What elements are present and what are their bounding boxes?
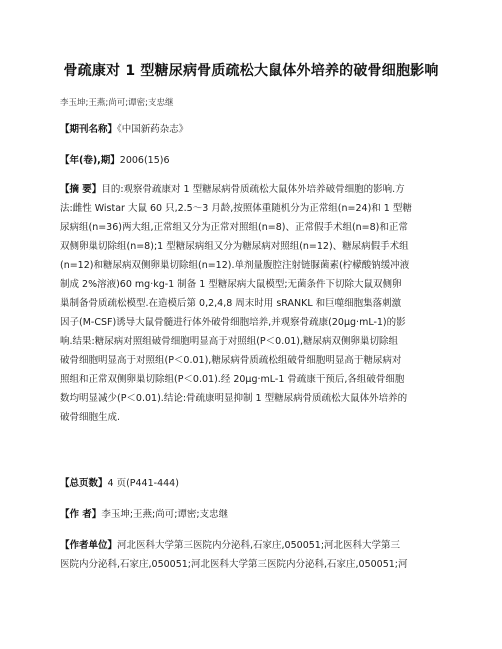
abstract-line: 因子(M-CSF)诱导大鼠骨髓进行体外破骨细胞培养,并观察骨疏康(20μg·mL-1)的影 <box>60 317 406 328</box>
abstract-line: 制成 2%溶液)60 mg·kg-1 制备 1 型糖尿病大鼠模型;无菌条件下切除大鼠双侧卵 <box>60 279 402 290</box>
abstract-line <box>60 180 446 199</box>
pages-value: 4 页(P441-444) <box>107 478 179 489</box>
abstract-label: 【摘 要】 <box>60 184 102 195</box>
abstract-line: 数均明显减少(P＜0.01).结论:骨疏康明显抑制 1 型糖尿病骨质疏松大鼠体外培养的 <box>60 393 408 404</box>
year-issue-label: 【年(卷),期】 <box>60 155 120 166</box>
abstract-line: 双侧卵巢切除组(n=8);1 型糖尿病组又分为糖尿病对照组(n=12)、糖尿病假手术组 <box>60 241 409 252</box>
abstract-line: 破骨细胞明显高于对照组(P＜0.01),糖尿病骨质疏松组破骨细胞明显高于糖尿病对 <box>60 355 402 366</box>
abstract-field <box>60 180 446 427</box>
year-issue-field <box>60 151 446 170</box>
journal-field <box>60 120 446 139</box>
author-list: 李玉坤;王燕;尚可;谭密;支忠继 <box>60 98 174 108</box>
affiliation-line: 医院内分泌科,石家庄,050051;河北医科大学第三医院内分泌科,石家庄,050051;河 <box>60 559 408 570</box>
abstract-line: 巢制备骨质疏松模型.在造模后第 0,2,4,8 周末时用 sRANKL 和巨噬细胞集落刺激 <box>60 298 402 309</box>
abstract-line: (n=12)和糖尿病双侧卵巢切除组(n=12).单剂量腹腔注射链脲菌素(柠檬酸钠缓冲液 <box>60 260 410 271</box>
authors-value: 李玉坤;王燕;尚可;谭密;支忠继 <box>101 509 229 520</box>
authors-field <box>60 505 446 524</box>
abstract-line: 响.结果:糖尿病对照组破骨细胞明显高于对照组(P＜0.01),糖尿病双侧卵巢切除组 <box>60 336 399 347</box>
abstract-line: 法:雌性 Wistar 大鼠 60 只,2.5～3 月龄,按照体重随机分为正常组(n=24)和 1 型糖 <box>60 203 412 214</box>
authors-label: 【作 者】 <box>60 509 102 520</box>
pages-label: 【总页数】 <box>60 478 108 489</box>
abstract-line: 尿病组(n=36)两大组,正常组又分为正常对照组(n=8)、正常假手术组(n=8)和正常 <box>60 222 408 233</box>
article-title: 骨疏康对 1 型糖尿病骨质疏松大鼠体外培养的破骨细胞影响 <box>63 63 439 79</box>
abstract-line: 照组和正常双侧卵巢切除组(P＜0.01).经 20μg·mL-1 骨疏康干预后,各组破骨细胞 <box>60 374 405 385</box>
affiliation-text: 河北医科大学第三医院内分泌科,石家庄,050051;河北医科大学第三 <box>117 540 401 551</box>
year-issue-value: 2006(15)6 <box>119 155 170 166</box>
affiliation-field <box>60 536 446 574</box>
pages-field <box>60 474 446 493</box>
abstract-line: 破骨细胞生成. <box>60 412 121 423</box>
affiliation-label: 【作者单位】 <box>60 540 118 551</box>
journal-value: 《中国新药杂志》 <box>117 124 189 135</box>
affiliation-line <box>60 536 446 555</box>
abstract-text: 目的:观察骨疏康对 1 型糖尿病骨质疏松大鼠体外培养破骨细胞的影响.方 <box>101 184 405 195</box>
journal-label: 【期刊名称】 <box>60 124 118 135</box>
